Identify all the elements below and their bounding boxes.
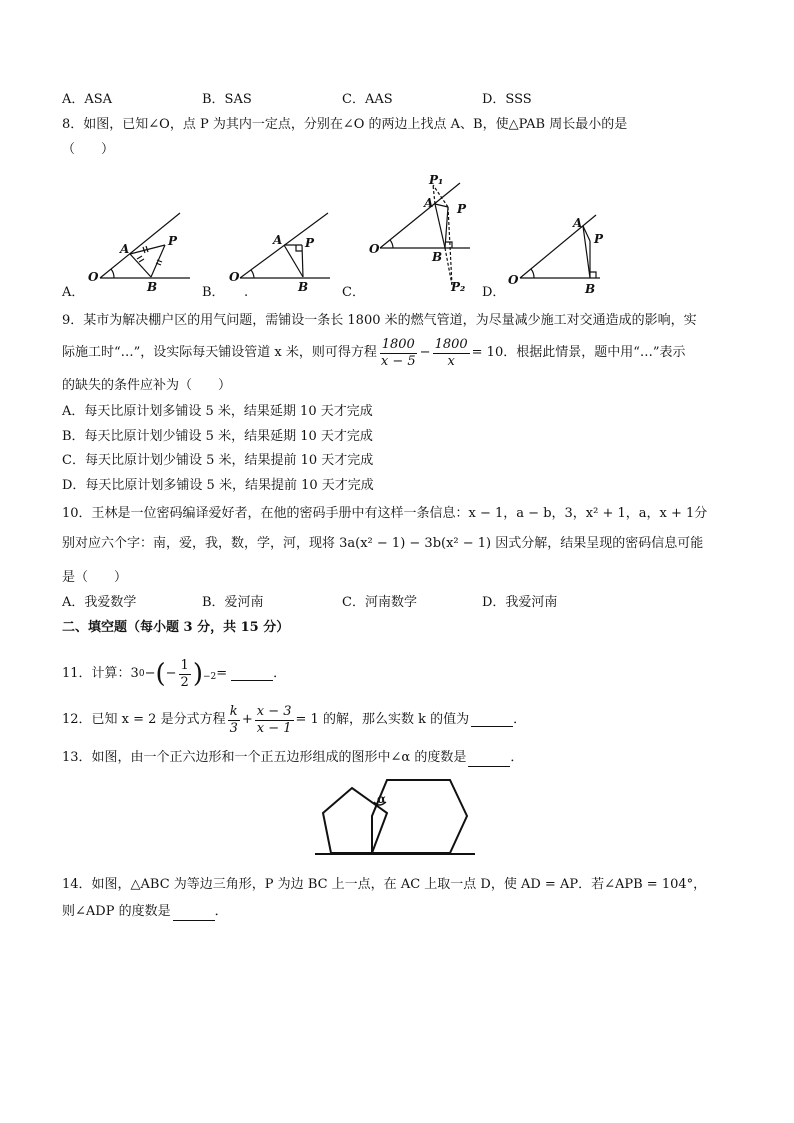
q12-stem — [62, 700, 526, 740]
q9-option-d: D．每天比原计划多铺设 5 米，结果提前 10 天才完成 — [62, 478, 374, 493]
q12-fraction-2-num: x − 3 — [256, 703, 292, 719]
q10-option-c: C．河南数学 — [342, 595, 417, 610]
fig-d-label-p: P — [594, 232, 604, 246]
fig-c-label-p1: P₁ — [429, 173, 444, 187]
q7-option-a: A．ASA — [62, 92, 113, 107]
q12-fraction-1-num: k — [229, 703, 238, 719]
q12-equation-rest: = 1 的解，那么实数 k 的值为 — [295, 712, 470, 727]
fig-b-label-b: B — [298, 280, 309, 294]
q12-prefix: 12．已知 x = 2 是分式方程 — [62, 712, 226, 727]
q11-minus: − — [144, 666, 156, 681]
q10-stem-line3: 是（ ） — [62, 570, 128, 585]
q10-option-b: B．爱河南 — [202, 595, 264, 610]
q8-option-b-dot: . — [244, 285, 249, 300]
q8-option-c-label: C． — [342, 285, 365, 300]
q14-stem-line1: 14．如图，△ABC 为等边三角形，P 为边 BC 上一点，在 AC 上取一点 D，使 AD = AP．若∠APB = 104°， — [62, 877, 707, 892]
section-2-title: 二、填空题（每小题 3 分，共 15 分） — [62, 620, 290, 635]
q12-fraction-2 — [255, 704, 294, 737]
q9-option-b: B．每天比原计划少铺设 5 米，结果延期 10 天才完成 — [62, 429, 373, 444]
q13-answer-blank[interactable] — [468, 754, 510, 767]
q13-text: 13．如图，由一个正六边形和一个正五边形组成的图形中∠α 的度数是 — [62, 750, 467, 765]
fig-c-label-b: B — [432, 250, 443, 264]
q11-equals: = — [216, 666, 228, 681]
q9-fraction-1 — [379, 337, 418, 370]
q12-fraction-2-den: x − 1 — [256, 720, 292, 736]
fig-b-label-o: O — [229, 270, 240, 284]
q9-fraction-2-den: x — [447, 353, 455, 369]
q9-text-before-equation: 际施工时“…”，设实际每天铺设管道 x 米，则可得方程 — [62, 345, 377, 360]
q12-end: ． — [513, 712, 527, 727]
q11-fraction-den: 2 — [180, 674, 189, 690]
q14-stem-line2 — [62, 903, 228, 921]
q8-stem: 8．如图，已知∠O，点 P 为其内一定点，分别在∠O 的两边上找点 A、B，使△PAB 周长最小的是 — [62, 117, 628, 132]
fig-a-label-p: P — [168, 234, 178, 248]
q12-fraction-1-den: 3 — [229, 720, 238, 736]
q8-paren: （ ） — [62, 142, 115, 157]
q9-stem-line1: 9．某市为解决棚户区的用气问题，需铺设一条长 1800 米的燃气管道，为尽量减少施工对交通造成的影响，实 — [62, 313, 697, 328]
q9-option-a: A．每天比原计划多铺设 5 米，结果延期 10 天才完成 — [62, 404, 373, 419]
q7-option-b: B．SAS — [202, 92, 252, 107]
q13-alpha-label: α — [377, 792, 387, 806]
q13-stem — [62, 749, 523, 767]
q10-option-d: D．我爱河南 — [482, 595, 558, 610]
fig-d-label-o: O — [508, 273, 519, 287]
fig-a-label-o: O — [88, 270, 99, 284]
q12-fraction-1 — [228, 704, 240, 737]
fig-c-label-p: P — [457, 202, 467, 216]
q9-fraction-1-den: x − 5 — [380, 353, 416, 369]
fig-d-label-a: A — [573, 216, 583, 230]
fig-a-label-a: A — [120, 242, 130, 256]
q14-end: ． — [214, 904, 228, 919]
q12-plus: + — [241, 712, 253, 727]
q8-option-b-label: B． — [202, 285, 225, 300]
q9-fraction-2-num: 1800 — [434, 336, 468, 352]
fig-c-label-a: A — [424, 196, 434, 210]
q12-answer-blank[interactable] — [471, 714, 513, 727]
q7-option-c: C．AAS — [342, 92, 393, 107]
q10-option-a: A．我爱数学 — [62, 595, 137, 610]
q11-prefix: 11．计算：3 — [62, 666, 139, 681]
q9-option-c: C．每天比原计划少铺设 5 米，结果提前 10 天才完成 — [62, 453, 374, 468]
q10-stem-line1: 10．王林是一位密码编译爱好者，在他的密码手册中有这样一条信息：x − 1，a − b，3，x² + 1，a，x + 1分 — [62, 506, 708, 521]
q11-fraction-num: 1 — [180, 657, 189, 673]
q7-option-d: D．SSS — [482, 92, 532, 107]
q11-paren-open: ( — [155, 659, 166, 689]
q11-end: ． — [273, 666, 287, 681]
q14-text: 则∠ADP 的度数是 — [62, 904, 171, 919]
q9-stem-line3: 的缺失的条件应补为（ ） — [62, 378, 232, 393]
q11-sup-0: 0 — [138, 669, 145, 679]
q9-equals: = 10 — [471, 345, 504, 360]
q11-inner-minus: − — [165, 666, 177, 681]
q9-fraction-2 — [433, 337, 470, 370]
q11-stem — [62, 650, 286, 698]
fig-c-label-p2: P₂ — [451, 280, 466, 294]
fig-a-label-b: B — [147, 280, 158, 294]
q14-answer-blank[interactable] — [173, 908, 215, 921]
fig-d-label-b: B — [585, 282, 596, 296]
q11-answer-blank[interactable] — [231, 668, 273, 681]
fig-b-label-a: A — [273, 233, 283, 247]
q11-paren-close: ) — [192, 659, 203, 689]
fig-b-label-p: P — [305, 236, 315, 250]
q8-option-a-label: A． — [62, 285, 85, 300]
q9-minus: − — [419, 345, 431, 360]
q11-sup-m2: −2 — [202, 672, 217, 682]
fig-c-label-o: O — [369, 242, 380, 256]
q9-fraction-1-num: 1800 — [381, 336, 415, 352]
q9-stem-line2 — [62, 335, 686, 371]
q11-fraction — [179, 658, 191, 691]
q8-option-d-label: D． — [482, 285, 506, 300]
q9-text-after-equation: ．根据此情景，题中用“…”表示 — [503, 345, 686, 360]
q13-figure — [0, 772, 794, 862]
q10-stem-line2: 别对应六个字：南，爱，我，数，学，河，现将 3a(x² − 1) − 3b(x² − 1) 因式分解，结果呈现的密码信息可能 — [62, 536, 704, 551]
q13-end: ． — [510, 750, 524, 765]
